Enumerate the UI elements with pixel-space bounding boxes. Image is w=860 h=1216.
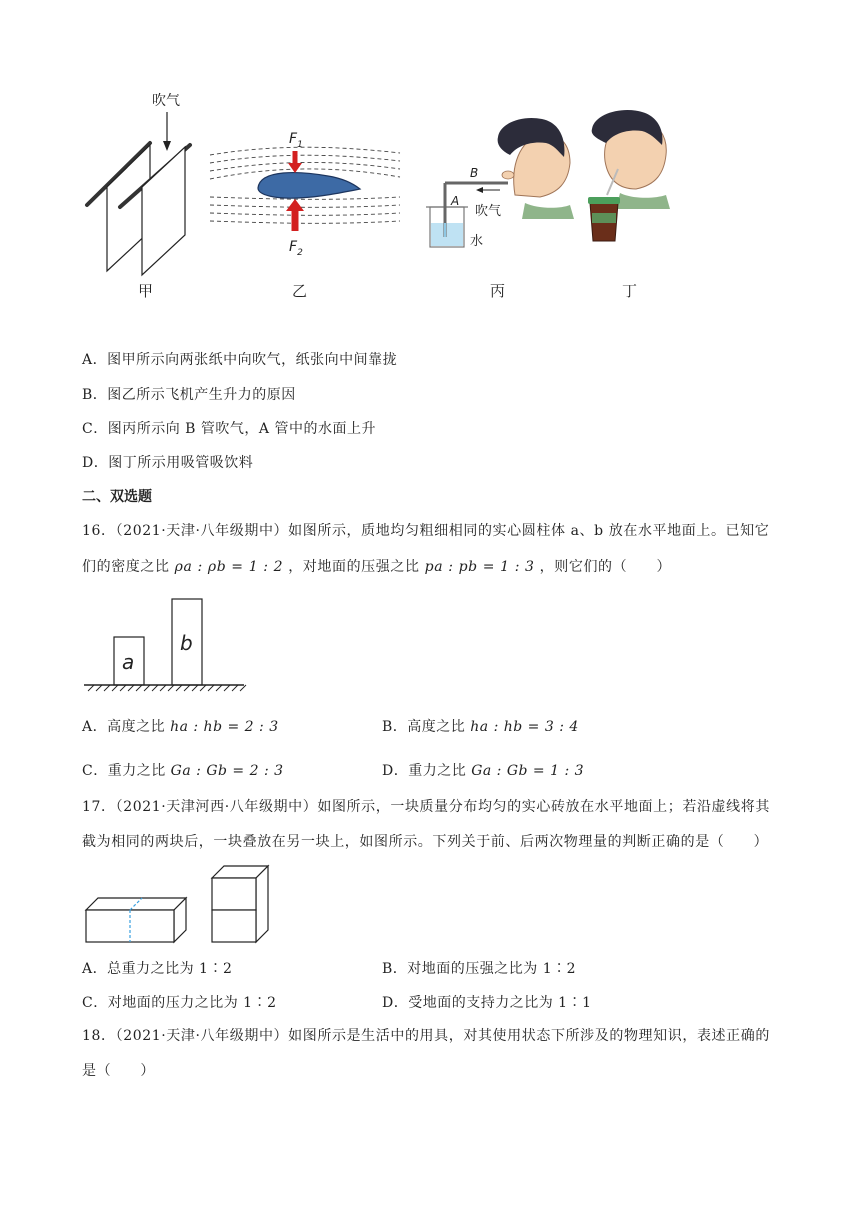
q17-option-b: B．对地面的压强之比为 1∶2 <box>382 961 577 977</box>
cylinder-a-label: a <box>122 650 135 674</box>
density-ratio: ρa : ρb = 1 : 2 <box>174 559 284 575</box>
q15-option-d: D．图丁所示用吸管吸饮料 <box>82 455 254 471</box>
blow-label-jia: 吹气 <box>152 93 180 109</box>
q16-text-suffix: ，则它们的（ ） <box>539 559 672 575</box>
q16-stem-line1: 16．（2021·天津·八年级期中）如图所示，质地均匀粗细相同的实心圆柱体 a、b 放在水平地面上。已知它 <box>82 523 770 539</box>
figure-yi-airfoil <box>210 131 400 258</box>
caption-ding: 丁 <box>622 282 638 300</box>
caption-jia: 甲 <box>138 282 154 300</box>
q16-option-c: C．重力之比 Ga : Gb = 2 : 3 <box>82 763 284 779</box>
q16-option-d: D．重力之比 Ga : Gb = 1 : 3 <box>382 763 585 779</box>
tube-a-label: A <box>451 194 460 208</box>
q16-figure-cylinders <box>84 596 249 692</box>
caption-bing: 丙 <box>490 282 506 300</box>
q15-option-a: A．图甲所示向两张纸中向吹气，纸张向中间靠拢 <box>82 352 398 368</box>
q17-option-d: D．受地面的支持力之比为 1∶1 <box>382 995 592 1011</box>
brick-after <box>212 866 268 942</box>
q16-option-a: A．高度之比 ha : hb = 2 : 3 <box>82 719 279 735</box>
section-heading: 二、双选题 <box>82 489 152 505</box>
q17-option-c: C．对地面的压力之比为 1∶2 <box>82 995 277 1011</box>
force-f2-label: $F_2$ <box>289 239 303 258</box>
figure-jia-paper <box>87 93 190 275</box>
q15-option-b: B．图乙所示飞机产生升力的原因 <box>82 387 296 403</box>
figure-bing-tubes <box>426 118 574 249</box>
tube-b-label: B <box>470 166 479 180</box>
q18-stem-line1: 18．（2021·天津·八年级期中）如图所示是生活中的用具，对其使用状态下所涉及的物理知识，表述正确的 <box>82 1028 770 1044</box>
q17-stem-line1: 17．（2021·天津河西·八年级期中）如图所示，一块质量分布均匀的实心砖放在水平地面上；若沿虚线将其 <box>82 799 770 815</box>
q18-stem-line2: 是（ ） <box>82 1063 155 1079</box>
q16-stem-line2 <box>82 556 671 576</box>
q17-stem-line2: 截为相同的两块后，一块叠放在另一块上，如图所示。下列关于前、后两次物理量的判断正确的是（ ） <box>82 834 769 850</box>
q16-text-mid: ，对地面的压强之比 <box>288 559 420 575</box>
q16-text-prefix: 们的密度之比 <box>82 559 170 575</box>
water-label: 水 <box>470 234 484 249</box>
q15-option-c: C．图丙所示向 B 管吹气，A 管中的水面上升 <box>82 421 376 437</box>
physics-figures <box>70 85 790 310</box>
blow-label-bing: 吹气 <box>475 204 502 219</box>
q17-option-a: A．总重力之比为 1∶2 <box>82 961 233 977</box>
brick-before <box>86 898 186 942</box>
q17-figure-bricks <box>84 864 284 946</box>
figure-row-top <box>70 85 790 310</box>
cylinder-b-label: b <box>180 631 193 655</box>
q16-option-b: B．高度之比 ha : hb = 3 : 4 <box>382 719 579 735</box>
pressure-ratio: pa : pb = 1 : 3 <box>424 559 535 575</box>
figure-ding-straw <box>588 110 670 241</box>
force-f1-label: $F_1$ <box>289 131 303 150</box>
caption-yi: 乙 <box>292 282 308 300</box>
